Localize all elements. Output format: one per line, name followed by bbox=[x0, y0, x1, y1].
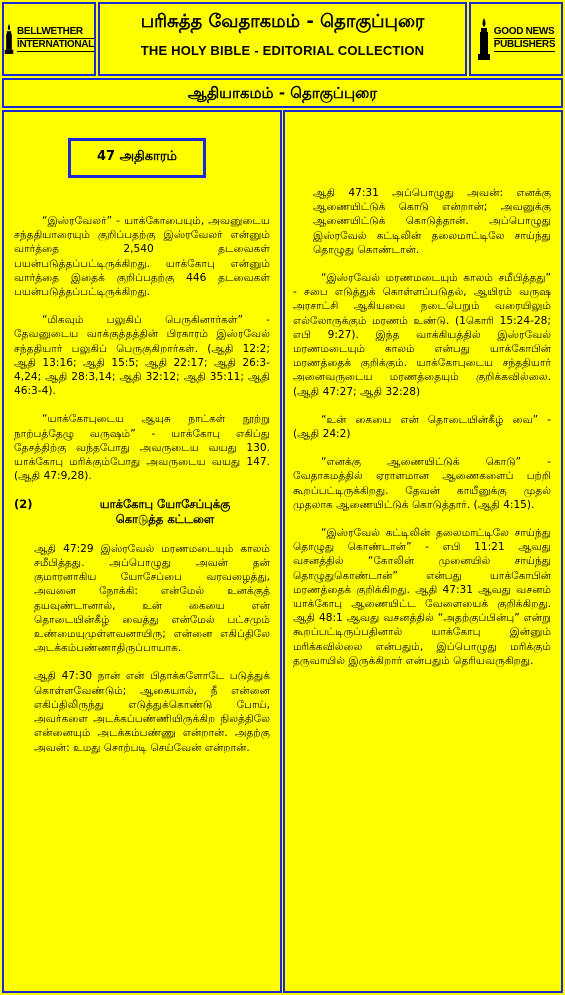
chapter-label-text: 47 அதிகாரம் bbox=[97, 149, 177, 164]
left-column-text bbox=[14, 214, 270, 769]
right-logo bbox=[469, 2, 563, 76]
subheading-number: (2) bbox=[14, 497, 33, 512]
subheading bbox=[14, 497, 270, 525]
paragraph: “எனக்கு ஆணையிட்டுக் கொடு” - வேதாகமத்தில் ஏராளமான ஆணைகளைப் பற்றி கூறப்பட்டிருக்கிறது. தேவன் காயீனுக்கு முதல் முதலாக ஆணையிட்டுக் கொடுத்தார். (ஆதி 4:15). bbox=[293, 456, 551, 511]
header-title-box bbox=[98, 2, 467, 76]
paragraph: “இஸ்ரவேல் மரணமடையும் காலம் சமீபித்தது” - சபை எடுத்துக் கொள்ளப்படுதல், ஆயிரம் வருஷ அரசாட்சி ஆகியவை நடைபெறும் வரையிலும் எல்லோருக்கும் மரணம் உண்டு. (1கொரி 15:24-28; எபி 9:27). இந்த வாக்கியத்தில் இஸ்ரவேல் மரணமடையும் காலம் என்பது யாக்கோபின் மரணத்தைக் குறிக்கும். யாக்கோபுடைய சந்ததியார் அனைவருடைய மரணத்தையும் குறிக்கவில்லை. (ஆதி 47:27; ஆதி 32:28) bbox=[293, 272, 551, 398]
paragraph: “இஸ்ரவேலர்” - யாக்கோபையும், அவனுடைய சந்ததியாரையும் குறிப்பதற்கு இஸ்ரவேலர் என்னும் வார்த்தை 2,540 தடவைகள் பயன்படுத்தப்பட்டிருக்கிறது. யாக்கோபு என்னும் வார்த்தை இதைக் குறிப்பதற்கு 446 தடவைகள் பயன்படுத்தப்பட்டிருக்கிறது. bbox=[14, 215, 270, 299]
left-logo-line2: INTERNATIONAL bbox=[16, 39, 94, 50]
paragraph: “இஸ்ரவேல் கட்டிலின் தலைமாட்டிலே சாய்ந்து தொழுது கொண்டான்” - எபி 11:21 ஆவது வசனத்தில் “கோலின் முனையில் சாய்ந்து தொழுதுகொண்டான்” என்பது யாக்கோபின் மரணத்தைக் குறிக்கிறது. ஆதி 47:31 ஆவது வசனம் யாக்கோபு ஆணையிட்ட வேளையைக் குறிக்கிறது. ஆதி 48:1 ஆவது வசனத்தில் “அதற்குப்பின்பு” என்று கூறப்பட்டிருப்பதினால் யாக்கோபு இன்னும் மரிக்கவில்லை என்பதும், இப்பொழுது மரிக்கும் தருவாயில் இருக்கிறார் என்பதும் தெரியவருகிறது. bbox=[293, 527, 551, 667]
lamp-icon bbox=[477, 16, 491, 62]
title-tamil: பரிசுத்த வேதாகமம் - தொகுப்புரை bbox=[140, 11, 425, 32]
subheading-title bbox=[60, 497, 270, 525]
paragraph: “மிகவும் பலுகிப் பெருகினார்கள்” - தேவனுடைய வாக்குத்தத்தின் பிரகாரம் இஸ்ரவேல் சந்ததியார் பலுகிப் பெருகுகிறார்கள். (ஆதி 12:2; ஆதி 13:16; ஆதி 15:5; ஆதி 22:17; ஆதி 26:3-4,24; ஆதி 28:3,14; ஆதி 32:12; ஆதி 35:11; ஆதி 46:3-4). bbox=[14, 314, 270, 398]
title-english: THE HOLY BIBLE - EDITORIAL COLLECTION bbox=[140, 43, 425, 58]
paragraph: “உன் கையை என் தொடையின்கீழ் வை” - (ஆதி 24:2) bbox=[293, 413, 551, 441]
chapter-label bbox=[68, 138, 206, 178]
lamp-icon bbox=[4, 16, 14, 62]
right-column-text bbox=[293, 186, 551, 682]
right-logo-line2: PUBLISHERS bbox=[493, 39, 556, 50]
subheading-title-line2: கொடுத்த கட்டளை bbox=[115, 511, 215, 526]
verse: ஆதி 47:29 இஸ்ரவேல் மரணமடையும் காலம் சமீபித்தது. அப்பொழுது அவன் தன் குமாரனாகிய யோசேப்பை வரவழைத்து, அவனை நோக்கி: என்மேல் உனக்குத் தயவுண்டானால், உன் கையை என் தொடையின்கீழ் வைத்து என்மேல் பட்சமும் உண்மையுமுள்ளவனாயிரு; என்னை எகிப்திலே அடக்கம்பண்ணாதிருப்பாயாக. bbox=[34, 542, 270, 655]
section-title-bar bbox=[2, 78, 563, 108]
right-logo-line1: GOOD NEWS bbox=[493, 26, 555, 37]
paragraph: “யாக்கோபுடைய ஆயுசு நாட்கள் நூற்று நாற்பத்தேழு வருஷம்” - யாக்கோபு எகிப்து தேசத்திற்கு வந்தபோது அவருடைய வயது 130. யாக்கோபு மரிக்கும்போது அவருடைய வயது 147. (ஆதி 47:9,28). bbox=[14, 413, 270, 483]
verse: ஆதி 47:31 அப்பொழுது அவன்: எனக்கு ஆணையிட்டுக் கொடு என்றான்; அவனுக்கு ஆணையிட்டுக் கொடுத்தான். அப்பொழுது இஸ்ரவேல் கட்டிலின் தலைமாட்டிலே சாய்ந்து தொழுது கொண்டான். bbox=[313, 187, 551, 256]
left-logo bbox=[2, 2, 96, 76]
section-title: ஆதியாகமம் - தொகுப்புரை bbox=[187, 84, 378, 102]
left-logo-line1: BELLWETHER bbox=[17, 26, 94, 39]
subheading-title-line1: யாக்கோபு யோசேப்புக்கு bbox=[99, 497, 231, 512]
verse: ஆதி 47:30 நான் என் பிதாக்களோடே படுத்துக் கொள்ளவேண்டும்; ஆகையால், நீ என்னை எகிப்திலிருந்து எடுத்துக்கொண்டு போய், அவர்களை அடக்கப்பண்ணியிருக்கிற நிலத்திலே என்னையும் அடக்கம்பண்ணு என்றான். அதற்கு அவன்: உமது சொற்படி செய்வேன் என்றான். bbox=[34, 670, 270, 754]
